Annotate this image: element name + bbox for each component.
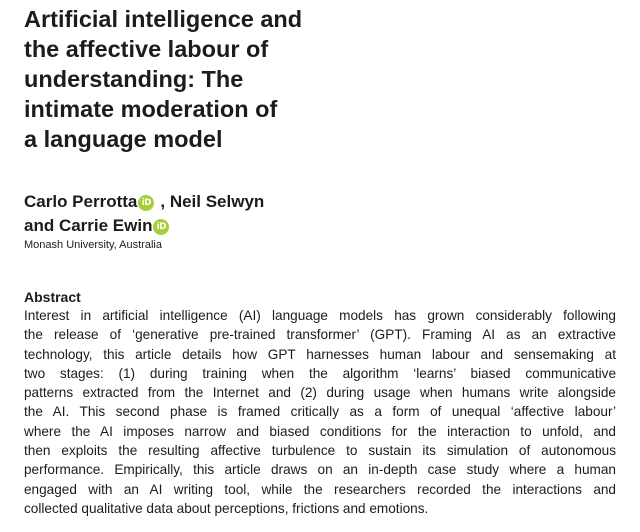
abstract-line: two stages: (1) during training when the algorithm ‘learns’ biased communicative bbox=[24, 365, 616, 381]
affiliation: Monash University, Australia bbox=[24, 239, 162, 251]
orcid-icon[interactable]: iD bbox=[153, 219, 169, 235]
abstract-line: performance. Empirically, this article draws on an in-depth case study where a human bbox=[24, 462, 616, 478]
abstract-line: where the AI imposes narrow and biased conditions for the interaction to unfold, and bbox=[24, 423, 616, 439]
author-list bbox=[24, 190, 384, 238]
author-name-selwyn: , Neil Selwyn bbox=[160, 192, 265, 211]
title-line: a language model bbox=[24, 126, 223, 152]
author-name-ewin: and Carrie Ewin bbox=[24, 216, 153, 235]
abstract-line: technology, this article details how GPT harnesses human labour and sensemaking at bbox=[24, 346, 616, 362]
title-line: intimate moderation of bbox=[24, 96, 278, 122]
title-line: the affective labour of bbox=[24, 36, 269, 62]
title-line: Artificial intelligence and bbox=[24, 6, 303, 32]
abstract-line: then exploits the resulting affective turbulence to sustain its simulation of autonomous bbox=[24, 443, 616, 459]
orcid-icon[interactable]: iD bbox=[138, 195, 154, 211]
abstract-body bbox=[24, 306, 616, 518]
abstract-line: the release of ‘generative pre-trained transformer’ (GPT). Framing AI as an extractive bbox=[24, 327, 616, 343]
author-name-perrotta: Carlo Perrotta bbox=[24, 192, 138, 211]
author-line-1 bbox=[24, 190, 384, 214]
abstract-line: collected qualitative data about perceptions, frictions and emotions. bbox=[24, 500, 429, 516]
title-line: understanding: The bbox=[24, 66, 244, 92]
abstract-line: the AI. This second phase is framed critically as a form of unequal ‘affective labour’ bbox=[24, 404, 616, 420]
author-line-2 bbox=[24, 214, 384, 238]
abstract-line: patterns extracted from the Internet and (2) during usage when humans write alongside bbox=[24, 385, 616, 401]
abstract-heading: Abstract bbox=[24, 289, 81, 305]
abstract-line: engaged with an AI writing tool, while the researchers recorded the interactions and bbox=[24, 481, 616, 497]
article-title bbox=[24, 4, 364, 154]
abstract-line: Interest in artificial intelligence (AI) language models has grown considerably following bbox=[24, 308, 616, 323]
